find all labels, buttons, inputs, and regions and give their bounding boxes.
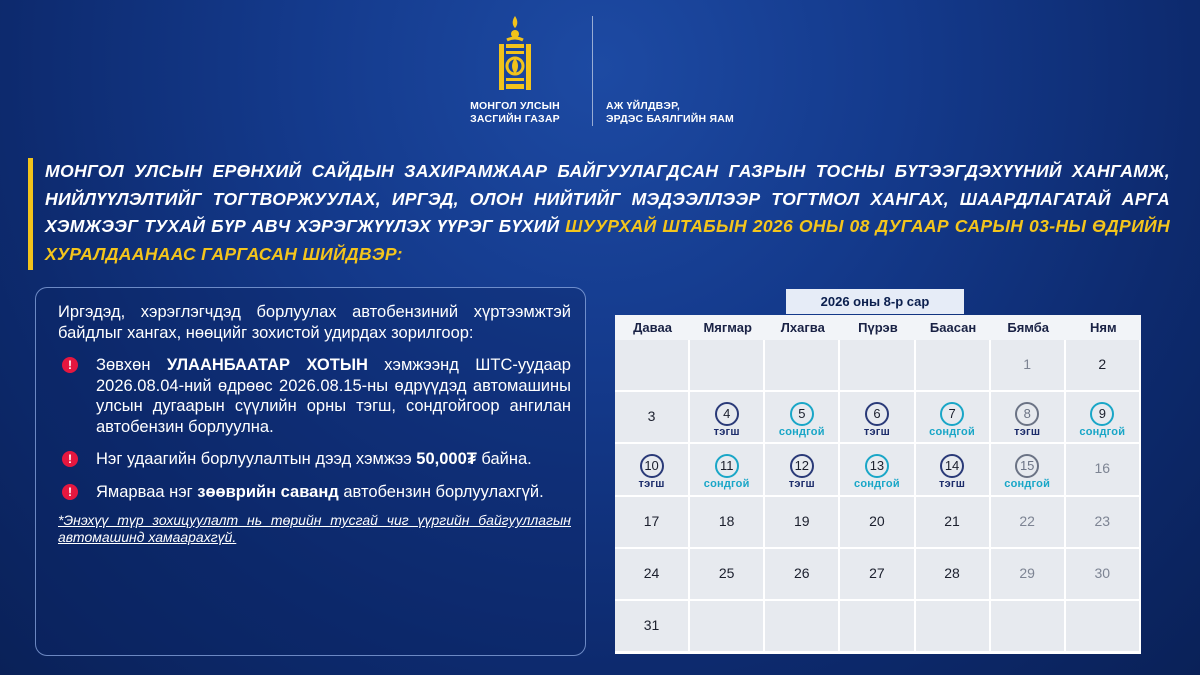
even-plate-tag: тэгш <box>939 478 966 491</box>
calendar-empty-cell <box>765 601 840 653</box>
day-number: 16 <box>1094 460 1111 477</box>
title-block <box>28 158 1170 270</box>
day-number-circle: 12 <box>790 454 814 478</box>
calendar-day-cell <box>765 444 840 496</box>
day-number: 22 <box>1019 512 1035 529</box>
day-number-circle: 15 <box>1015 454 1039 478</box>
calendar-day-cell <box>840 444 915 496</box>
odd-plate-tag: сондгой <box>703 478 750 491</box>
odd-plate-tag: сондгой <box>929 426 975 439</box>
title-highlight: ШУУРХАЙ ШТАБЫН 2026 ОНЫ 08 ДУГААР САРЫН 03-НЫ ӨДРИЙН ХУРАЛДААНААС ГАРГАСАН ШИЙДВЭР: <box>45 216 1171 264</box>
even-plate-tag: тэгш <box>638 478 665 491</box>
calendar-week-row <box>615 392 1141 444</box>
calendar-day-cell <box>840 549 915 601</box>
bullet-item <box>58 449 571 470</box>
calendar-week-row <box>615 549 1141 601</box>
ministry-name <box>606 100 806 126</box>
calendar-empty-cell <box>991 601 1066 653</box>
page-title <box>45 158 1170 268</box>
calendar-day-cell <box>916 497 991 549</box>
even-plate-tag: тэгш <box>863 426 890 439</box>
calendar-week-row <box>615 497 1141 549</box>
bullet3-bold: зөөврийн саванд <box>197 482 339 501</box>
calendar <box>615 315 1141 654</box>
bullet-item <box>58 482 571 503</box>
bullet3-post: автобензин борлуулахгүй. <box>338 482 544 501</box>
weekday-label: Баасан <box>929 320 977 335</box>
calendar-day-cell <box>916 549 991 601</box>
day-number-circle: 9 <box>1090 402 1114 426</box>
day-number: 29 <box>1019 564 1035 581</box>
calendar-day-cell <box>840 497 915 549</box>
day-number-circle: 11 <box>715 454 739 478</box>
calendar-empty-cell <box>690 601 765 653</box>
header <box>0 8 1200 123</box>
day-number-circle: 5 <box>790 402 814 426</box>
calendar-weekday-header <box>615 315 1141 340</box>
bullet1-bold: УЛААНБААТАР ХОТЫН <box>166 356 368 374</box>
day-number: 20 <box>869 512 885 529</box>
day-number: 31 <box>643 616 660 633</box>
calendar-empty-cell <box>840 340 915 392</box>
calendar-grid <box>615 340 1141 653</box>
weekday-label: Мягмар <box>703 320 752 335</box>
day-number: 26 <box>794 564 810 581</box>
calendar-empty-cell <box>916 601 991 653</box>
day-number: 19 <box>794 512 810 529</box>
calendar-week-row <box>615 601 1141 653</box>
bullet2-post: байна. <box>476 450 532 468</box>
calendar-day-cell <box>991 392 1066 444</box>
calendar-day-cell <box>690 549 765 601</box>
bullet1-post: хэмжээнд ШТС-уудаар 2026.08.04-ний өдрөөс 2026.08.15-ны өдрүүдэд автомашины улсын дугаарын сүүлийн орны тэгш, сондгойгоор ангилан автобензин борлуулна. <box>96 356 571 436</box>
title-main: МОНГОЛ УЛСЫН ЕРӨНХИЙ САЙДЫН ЗАХИРАМЖААР БАЙГУУЛАГДСАН ГАЗРЫН ТОСНЫ БҮТЭЭГДЭХҮҮНИЙ ХАНГАМЖ, НИЙЛҮҮЛЭЛТИЙГ ТОГТВОРЖУУЛАХ, ИРГЭД, ОЛОН НИЙТИЙГ МЭДЭЭЛЛЭЭР ТОГТМОЛ ХАНГАХ, ШААРДЛАГАТАЙ АРГА ХЭМЖЭЭГ ТУХАЙ БҮР АВЧ ХЭРЭГЖҮҮЛЭХ ҮҮРЭГ БҮХИЙ <box>45 161 1170 236</box>
calendar-day-cell <box>1066 497 1141 549</box>
government-name <box>452 100 578 126</box>
day-number: 21 <box>944 512 960 529</box>
soyombo-emblem-icon <box>495 14 535 96</box>
bullet3-pre: Ямарваа нэг <box>96 482 198 501</box>
bullet1-pre: Зөвхөн <box>96 356 167 374</box>
even-plate-tag: тэгш <box>713 426 740 439</box>
alert-icon: ! <box>62 484 78 500</box>
day-number-circle: 7 <box>940 402 964 426</box>
calendar-caption: 2026 оны 8-р сар <box>786 289 964 314</box>
day-number: 28 <box>944 564 960 581</box>
day-number-circle: 4 <box>715 402 739 426</box>
calendar-day-cell <box>765 497 840 549</box>
ministry-name-line2: ЭРДЭС БАЯЛГИЙН ЯАМ <box>606 113 734 125</box>
bullet2-bold: 50,000₮ <box>416 450 477 468</box>
day-number-circle: 14 <box>940 454 964 478</box>
day-number-circle: 8 <box>1015 402 1039 426</box>
calendar-day-cell <box>765 392 840 444</box>
intro-text: Иргэдэд, хэрэглэгчдэд борлуулах автобензиний хүртээмжтэй байдлыг хангах, нөөцийг зохистой удирдах зорилгоор: <box>58 303 571 342</box>
calendar-day-cell <box>991 549 1066 601</box>
header-divider <box>592 16 593 126</box>
calendar-empty-cell <box>840 601 915 653</box>
day-number: 25 <box>718 564 735 581</box>
calendar-day-cell <box>1066 549 1141 601</box>
weekday-label: Даваа <box>633 320 672 335</box>
day-number: 17 <box>643 512 660 529</box>
day-number-circle: 6 <box>865 402 889 426</box>
calendar-empty-cell <box>1066 601 1141 653</box>
calendar-empty-cell <box>690 340 765 392</box>
odd-plate-tag: сондгой <box>1004 478 1051 491</box>
calendar-day-cell <box>840 392 915 444</box>
weekday-label: Ням <box>1090 320 1117 335</box>
calendar-day-cell <box>615 444 690 496</box>
day-number: 27 <box>869 564 885 581</box>
calendar-empty-cell <box>765 340 840 392</box>
calendar-day-cell <box>615 392 690 444</box>
ministry-name-line1: АЖ ҮЙЛДВЭР, <box>606 100 680 112</box>
calendar-day-cell <box>916 444 991 496</box>
bullet2-pre: Нэг удаагийн борлуулалтын дээд хэмжээ <box>96 450 417 468</box>
weekday-label: Пүрэв <box>858 320 898 335</box>
gov-name-line2: ЗАСГИЙН ГАЗАР <box>470 113 560 125</box>
day-number: 24 <box>643 564 660 581</box>
even-plate-tag: тэгш <box>788 478 815 491</box>
calendar-day-cell <box>690 392 765 444</box>
info-card <box>35 287 586 656</box>
odd-plate-tag: сондгой <box>778 426 825 439</box>
calendar-week-row <box>615 444 1141 496</box>
weekday-label: Бямба <box>1007 320 1049 335</box>
footnote: *Энэхүү түр зохицуулалт нь төрийн тусгай чиг үүргийн байгууллагын автомашинд хамаарахгүй. <box>58 512 571 545</box>
weekday-label: Лхагва <box>780 320 825 335</box>
alert-icon: ! <box>62 357 78 373</box>
calendar-day-cell <box>615 549 690 601</box>
day-number-circle: 10 <box>640 454 664 478</box>
odd-plate-tag: сондгой <box>854 478 900 491</box>
bullet-item <box>58 355 571 437</box>
calendar-day-cell <box>615 601 690 653</box>
calendar-day-cell <box>690 444 765 496</box>
calendar-day-cell <box>765 549 840 601</box>
day-number-circle: 13 <box>865 454 889 478</box>
calendar-empty-cell <box>916 340 991 392</box>
calendar-day-cell <box>991 340 1066 392</box>
gov-name-line1: МОНГОЛ УЛСЫН <box>470 100 560 112</box>
calendar-day-cell <box>991 497 1066 549</box>
calendar-day-cell <box>690 497 765 549</box>
day-number: 2 <box>1098 356 1107 372</box>
alert-icon: ! <box>62 451 78 467</box>
day-number: 1 <box>1023 356 1032 372</box>
odd-plate-tag: сондгой <box>1079 426 1126 439</box>
day-number: 18 <box>718 512 735 529</box>
calendar-day-cell <box>1066 444 1141 496</box>
calendar-empty-cell <box>615 340 690 392</box>
day-number: 3 <box>647 408 656 425</box>
calendar-day-cell <box>991 444 1066 496</box>
calendar-day-cell <box>916 392 991 444</box>
calendar-week-row <box>615 340 1141 392</box>
calendar-day-cell <box>1066 340 1141 392</box>
calendar-day-cell <box>615 497 690 549</box>
even-plate-tag: тэгш <box>1014 426 1041 439</box>
calendar-day-cell <box>1066 392 1141 444</box>
day-number: 23 <box>1094 512 1111 529</box>
day-number: 30 <box>1094 564 1111 581</box>
